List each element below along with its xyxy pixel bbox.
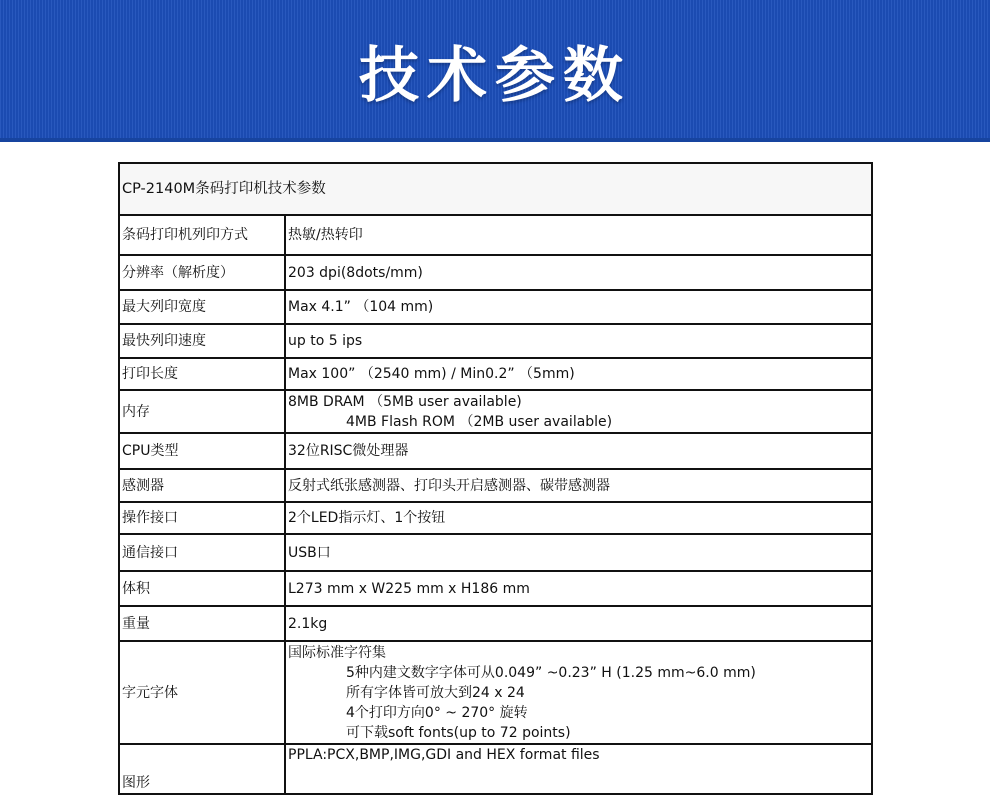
spec-table <box>118 162 873 795</box>
row-label: 内存 <box>119 390 285 433</box>
table-row <box>119 324 872 358</box>
table-row <box>119 358 872 390</box>
row-value: up to 5 ips <box>285 324 872 358</box>
row-value: USB口 <box>285 534 872 571</box>
row-value <box>285 390 872 433</box>
value-line: 8MB DRAM （5MB user available) <box>288 393 522 410</box>
value-line: 4个打印方向0° ~ 270° 旋转 <box>346 704 528 721</box>
row-label: 条码打印机列印方式 <box>119 215 285 255</box>
table-row <box>119 255 872 290</box>
row-label: CPU类型 <box>119 433 285 469</box>
row-label: 分辨率（解析度） <box>119 255 285 290</box>
table-row <box>119 469 872 502</box>
row-label: 最大列印宽度 <box>119 290 285 324</box>
value-line: 可下载soft fonts(up to 72 points) <box>346 724 571 741</box>
table-row <box>119 606 872 641</box>
table-row <box>119 433 872 469</box>
row-label: 最快列印速度 <box>119 324 285 358</box>
table-title: CP-2140M条码打印机技术参数 <box>119 163 872 215</box>
value-line: 国际标准字符集 <box>288 644 386 661</box>
value-line: 4MB Flash ROM （2MB user available) <box>346 413 613 430</box>
table-row <box>119 744 872 794</box>
table-row <box>119 290 872 324</box>
row-value: Max 100” （2540 mm) / Min0.2” （5mm) <box>285 358 872 390</box>
row-value: 2.1kg <box>285 606 872 641</box>
row-label: 重量 <box>119 606 285 641</box>
row-value: 32位RISC微处理器 <box>285 433 872 469</box>
row-value: L273 mm x W225 mm x H186 mm <box>285 571 872 606</box>
row-label: 操作接口 <box>119 502 285 534</box>
table-row <box>119 390 872 433</box>
row-value: 反射式纸张感测器、打印头开启感测器、碳带感测器 <box>285 469 872 502</box>
table-row <box>119 534 872 571</box>
row-label: 体积 <box>119 571 285 606</box>
row-label: 打印长度 <box>119 358 285 390</box>
row-label: 通信接口 <box>119 534 285 571</box>
row-value: PPLA:PCX,BMP,IMG,GDI and HEX format files <box>285 744 872 794</box>
row-label: 感测器 <box>119 469 285 502</box>
value-line: 5种内建文数字字体可从0.049” ~0.23” H (1.25 mm~6.0 mm) <box>346 664 756 681</box>
row-value <box>285 641 872 744</box>
table-title-row <box>119 163 872 215</box>
table-row <box>119 502 872 534</box>
row-value: Max 4.1” （104 mm) <box>285 290 872 324</box>
table-row <box>119 571 872 606</box>
row-label: 字元字体 <box>119 641 285 744</box>
row-value: 203 dpi(8dots/mm) <box>285 255 872 290</box>
value-line: 所有字体皆可放大到24 x 24 <box>346 684 525 701</box>
table-row <box>119 641 872 744</box>
banner-title: 技术参数 <box>359 41 631 111</box>
row-label: 图形 <box>119 744 285 794</box>
row-value: 热敏/热转印 <box>285 215 872 255</box>
header-banner <box>0 0 990 142</box>
table-row <box>119 215 872 255</box>
row-value: 2个LED指示灯、1个按钮 <box>285 502 872 534</box>
